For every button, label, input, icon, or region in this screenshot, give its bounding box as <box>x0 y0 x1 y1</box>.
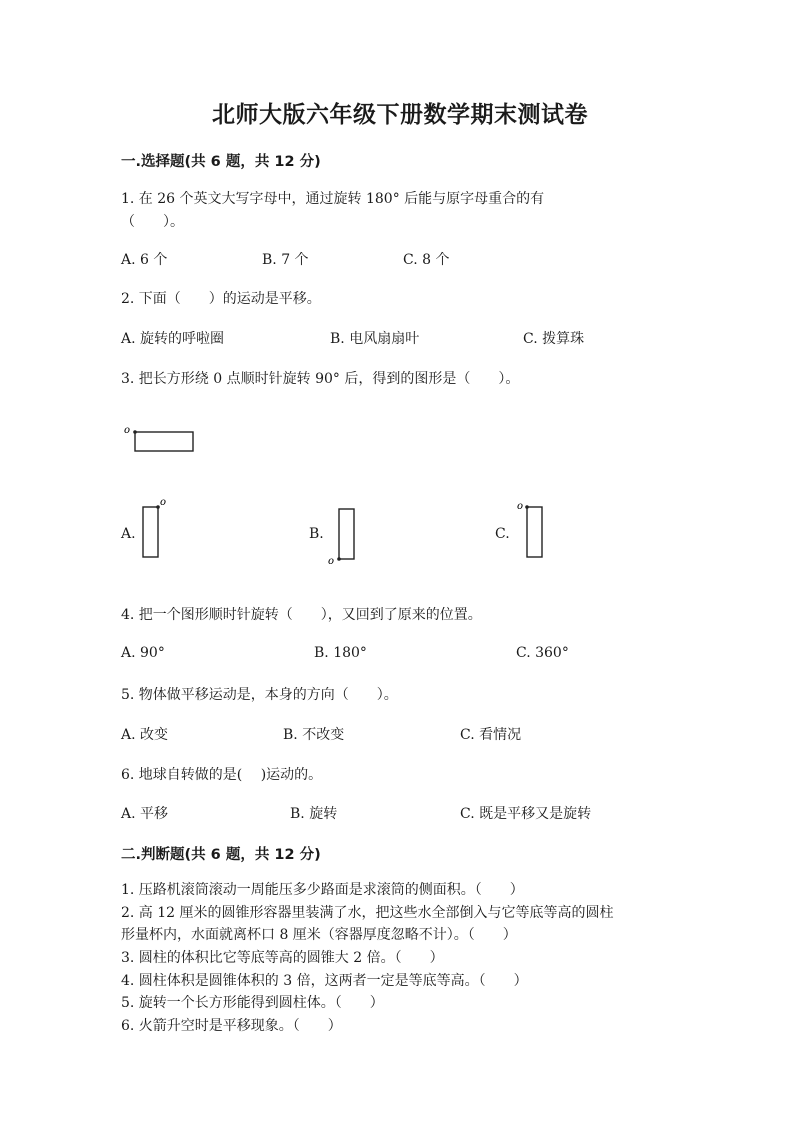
judge-item-2-line-2: 形量杯内，水面就离杯口 8 厘米（容器厚度忽略不计）。（ ） <box>121 927 517 943</box>
question-3-option-b: B. <box>309 526 324 542</box>
judge-item-2-line-1: 2. 高 12 厘米的圆锥形容器里装满了水，把这些水全部倒入与它等底等高的圆柱 <box>121 905 614 921</box>
question-6-option-b: B. 旋转 <box>290 806 338 822</box>
question-1-option-a: A. 6 个 <box>121 252 168 268</box>
question-5-option-b: B. 不改变 <box>283 727 345 743</box>
judge-item-3: 3. 圆柱的体积比它等底等高的圆锥大 2 倍。（ ） <box>121 950 444 966</box>
rectangle-figure-b <box>325 500 365 570</box>
judge-item-4: 4. 圆柱体积是圆锥体积的 3 倍，这两者一定是等底等高。（ ） <box>121 973 528 989</box>
section-heading-choice: 一.选择题(共 6 题，共 12 分) <box>121 154 321 170</box>
page-title: 北师大版六年级下册数学期末测试卷 <box>212 102 588 128</box>
rectangle-original-figure <box>120 420 200 460</box>
question-5-line-1: 5. 物体做平移运动是，本身的方向（ ）。 <box>121 687 398 703</box>
question-3-option-a: A. <box>121 526 136 542</box>
point-o-label: o <box>124 425 131 436</box>
question-4-option-b: B. 180° <box>314 645 367 661</box>
judge-item-5: 5. 旋转一个长方形能得到圆柱体。（ ） <box>121 995 384 1011</box>
question-3-line-1: 3. 把长方形绕 0 点顺时针旋转 90° 后，得到的图形是（ ）。 <box>121 371 520 387</box>
question-2-option-b: B. 电风扇扇叶 <box>330 331 420 347</box>
question-2-line-1: 2. 下面（ ）的运动是平移。 <box>121 291 321 307</box>
rectangle-figure-c <box>512 495 552 565</box>
question-4-option-a: A. 90° <box>121 645 165 661</box>
question-1-option-c: C. 8 个 <box>403 252 450 268</box>
question-6-line-1: 6. 地球自转做的是( )运动的。 <box>121 767 323 783</box>
point-o-label: o <box>328 556 335 567</box>
question-4-line-1: 4. 把一个图形顺时针旋转（ ），又回到了原来的位置。 <box>121 607 482 623</box>
question-2-option-a: A. 旋转的呼啦圈 <box>121 331 225 347</box>
question-3-option-c: C. <box>495 526 510 542</box>
question-1-line-2: （ ）。 <box>121 214 184 230</box>
question-5-option-a: A. 改变 <box>121 727 169 743</box>
point-o-label: o <box>517 501 524 512</box>
question-6-option-c: C. 既是平移又是旋转 <box>460 806 592 822</box>
question-1-option-b: B. 7 个 <box>262 252 309 268</box>
question-5-option-c: C. 看情况 <box>460 727 522 743</box>
point-o-label: o <box>160 497 167 508</box>
rectangle-figure-a <box>138 495 178 565</box>
judge-item-6: 6. 火箭升空时是平移现象。（ ） <box>121 1018 342 1034</box>
section-heading-judge: 二.判断题(共 6 题，共 12 分) <box>121 847 321 863</box>
question-1-line-1: 1. 在 26 个英文大写字母中，通过旋转 180° 后能与原字母重合的有 <box>121 191 545 207</box>
question-2-option-c: C. 拨算珠 <box>523 331 585 347</box>
judge-item-1: 1. 压路机滚筒滚动一周能压多少路面是求滚筒的侧面积。（ ） <box>121 882 524 898</box>
question-4-option-c: C. 360° <box>516 645 569 661</box>
question-6-option-a: A. 平移 <box>121 806 169 822</box>
